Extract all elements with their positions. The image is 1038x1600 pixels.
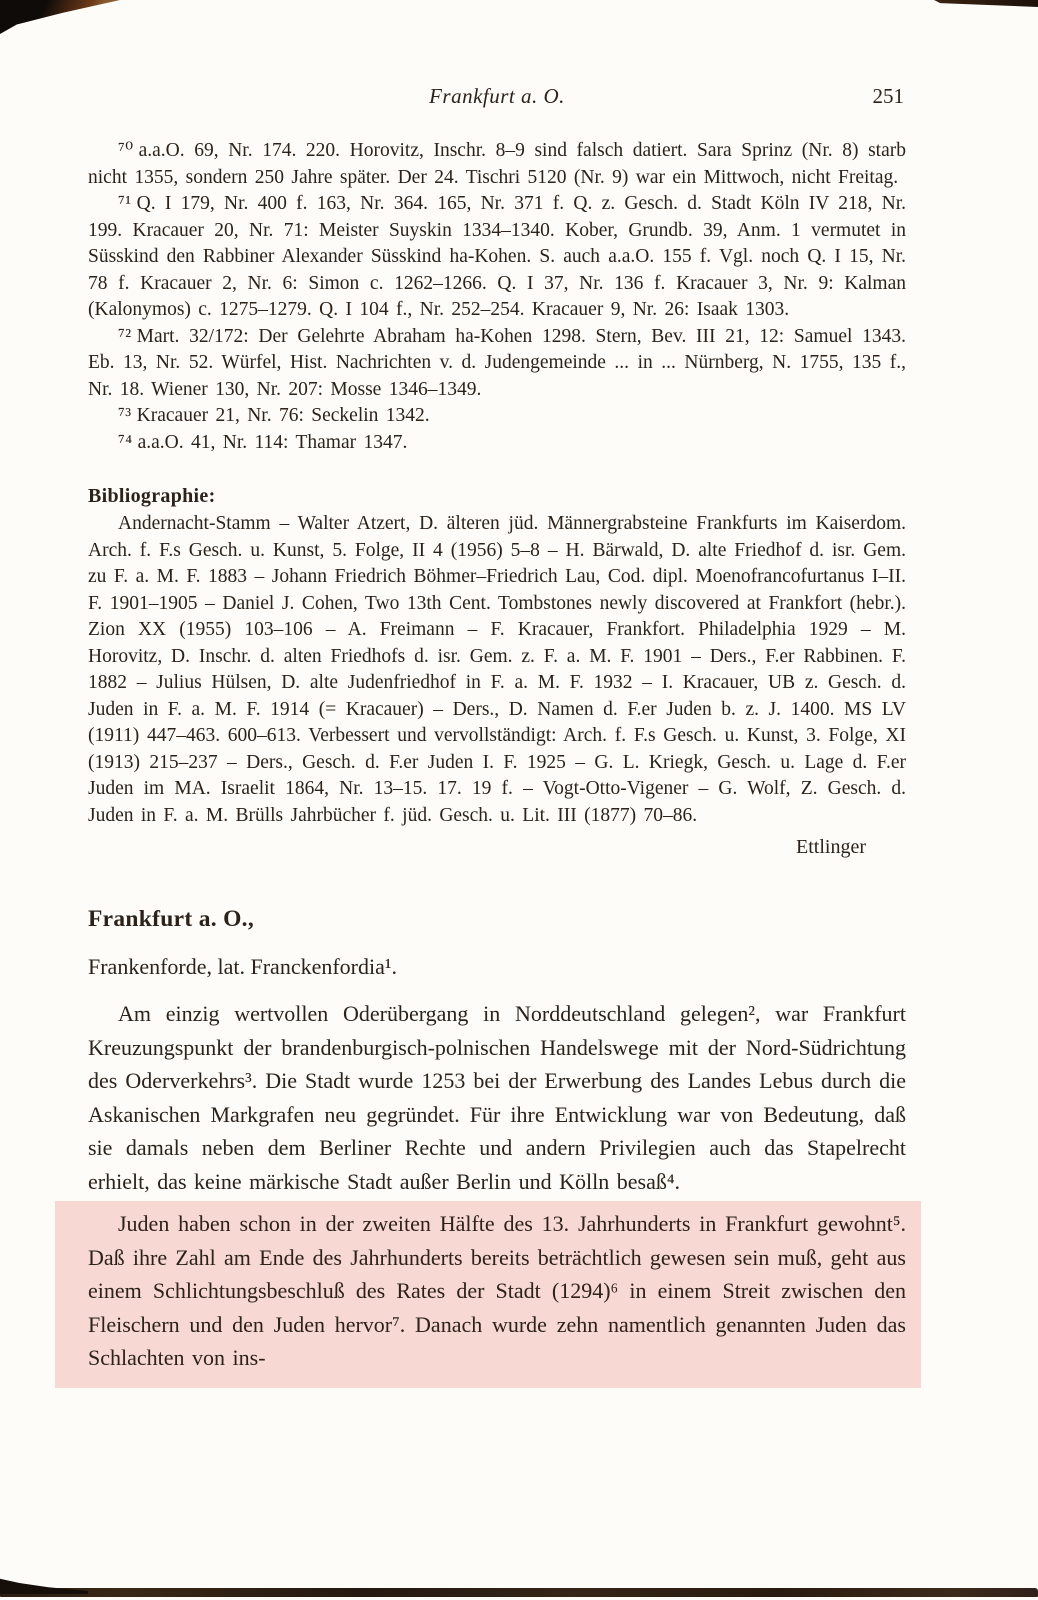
footnote-text: Kracauer 21, Nr. 76: Seckelin 1342.: [136, 405, 430, 426]
entry-author-signature: Ettlinger: [796, 836, 866, 858]
footnote-marker: ⁷¹: [118, 193, 132, 214]
footnote-text: Q. I 179, Nr. 400 f. 163, Nr. 364. 165, Nr. 371 f. Q. z. Gesch. d. Stadt Köln IV 218, Nr. 199. Kracauer 20, Nr. 71: Meister Suyskin 1334–1340. Kober, Grundb. 39, Anm. 1 vermutet in Süsskind den Rabbiner Alexander Süsskind ha-Kohen. S. auch a.a.O. 155 f. Vgl. noch Q. I 15, Nr. 78 f. Kracauer 2, Nr. 6: Simon c. 1262–1266. Q. I 37, Nr. 136 f. Kracauer 3, Nr. 9: Kalman (Kalonymos) c. 1275–1279. Q. I 104 f., Nr. 252–254. Kracauer 9, Nr. 26: Isaak 1303.: [88, 193, 906, 320]
footnote-text: Mart. 32/172: Der Gelehrte Abraham ha-Kohen 1298. Stern, Bev. III 21, 12: Samuel 1343. Eb. 13, Nr. 52. Würfel, Hist. Nachrichten v. d. Judengemeinde ... in ... Nürnberg, N. 1755, 135 f., Nr. 18. Wiener 130, Nr. 207: Mosse 1346–1349.: [88, 325, 906, 400]
article-subheading: Frankenforde, lat. Franckenfordia¹.: [88, 954, 397, 979]
footnote-marker: ⁷⁴: [118, 431, 133, 453]
text-column: [88, 138, 906, 1388]
scan-corner-artifact-top-left: [0, 0, 120, 34]
running-title: Frankfurt a. O.: [429, 84, 565, 108]
footnote-71: [88, 191, 906, 324]
article-heading: Frankfurt a. O.,: [88, 906, 255, 932]
footnotes-section: [88, 138, 906, 456]
page-number: 251: [872, 84, 904, 108]
body-paragraph-2: Juden haben schon in der zweiten Hälfte des 13. Jahrhunderts in Frankfurt gewohnt⁵. Daß ihre Zahl am Ende des Jahrhunderts bereits beträchtlich gewesen sein muß, geht aus einem Schlichtungsbeschluß des Rates der Stadt (1294)⁶ in einem Streit zwischen den Fleischern und den Juden hervor⁷. Danach wurde zehn namentlich genannten Juden das Schlachten von ins-: [88, 1211, 906, 1370]
body-paragraph-1: Am einzig wertvollen Oderübergang in Norddeutschland gelegen², war Frankfurt Kreuzungspunkt der brandenburgisch-polnischen Handelswege mit der Nord-Südrichtung des Oderverkehrs³. Die Stadt wurde 1253 bei der Erwerbung des Landes Lebus durch die Askanischen Markgrafen neu gegründet. Für ihre Entwicklung war von Bedeutung, daß sie damals neben dem Berliner Rechte und andern Privilegien auch das Stapelrecht erhielt, das keine märkische Stadt außer Berlin und Kölln besaß⁴.: [88, 1001, 906, 1194]
scan-edge-artifact-bottom: [0, 1588, 1038, 1597]
footnote-74: [88, 430, 906, 457]
footnote-marker: ⁷⁰: [118, 140, 134, 161]
footnote-70: [88, 138, 906, 191]
footnote-marker: ⁷²: [118, 325, 132, 347]
running-head: [88, 84, 906, 114]
footnote-marker: ⁷³: [118, 405, 132, 426]
footnote-text: a.a.O. 69, Nr. 174. 220. Horovitz, Inschr. 8–9 sind falsch datiert. Sara Sprinz (Nr. 8) starb nicht 1355, sondern 250 Jahre später. Der 24. Tischri 5120 (Nr. 9) war ein Mittwoch, nicht Freitag.: [88, 140, 906, 188]
footnote-73: [88, 403, 906, 430]
footnote-text: a.a.O. 41, Nr. 114: Thamar 1347.: [137, 431, 408, 453]
highlighted-passage: [55, 1201, 921, 1388]
bibliography-text: Andernacht-Stamm – Walter Atzert, D. älteren jüd. Männergrabsteine Frankfurts im Kaiserdom. Arch. f. F.s Gesch. u. Kunst, 5. Folge, II 4 (1956) 5–8 – H. Bärwald, D. alte Friedhof d. isr. Gem. zu F. a. M. F. 1883 – Johann Friedrich Böhmer–Friedrich Lau, Cod. dipl. Moenofrancofurtanus I–II. F. 1901–1905 – Daniel J. Cohen, Two 13th Cent. Tombstones newly discovered at Frankfort (hebr.). Zion XX (1955) 103–106 – A. Freimann – F. Kracauer, Frankfort. Philadelphia 1929 – M. Horovitz, D. Inschr. d. alten Friedhofs d. isr. Gem. z. F. a. M. F. 1901 – Ders., F.er Rabbinen. F. 1882 – Julius Hülsen, D. alte Judenfriedhof in F. a. M. F. 1932 – I. Kracauer, UB z. Gesch. d. Juden in F. a. M. F. 1914 (= Kracauer) – Ders., D. Namen d. F.er Juden b. z. J. 1400. MS LV (1911) 447–463. 600–613. Verbessert und vervollständigt: Arch. f. F.s Gesch. u. Kunst, 3. Folge, XI (1913) 215–237 – Ders., Gesch. d. F.er Juden I. F. 1925 – G. L. Kriegk, Gesch. u. Lage d. F.er Juden im MA. Israelit 1864, Nr. 13–15. 17. 19 f. – Vogt-Otto-Vigener – G. Wolf, Z. Gesch. d. Juden in F. a. M. Brülls Jahrbücher f. jüd. Gesch. u. Lit. III (1877) 70–86.: [88, 513, 906, 826]
footnote-72: [88, 324, 906, 404]
bibliography-heading: Bibliographie:: [88, 485, 216, 507]
scan-edge-artifact-top-right: [934, 0, 1038, 7]
scan-corner-artifact-bottom-left: [0, 1577, 88, 1594]
